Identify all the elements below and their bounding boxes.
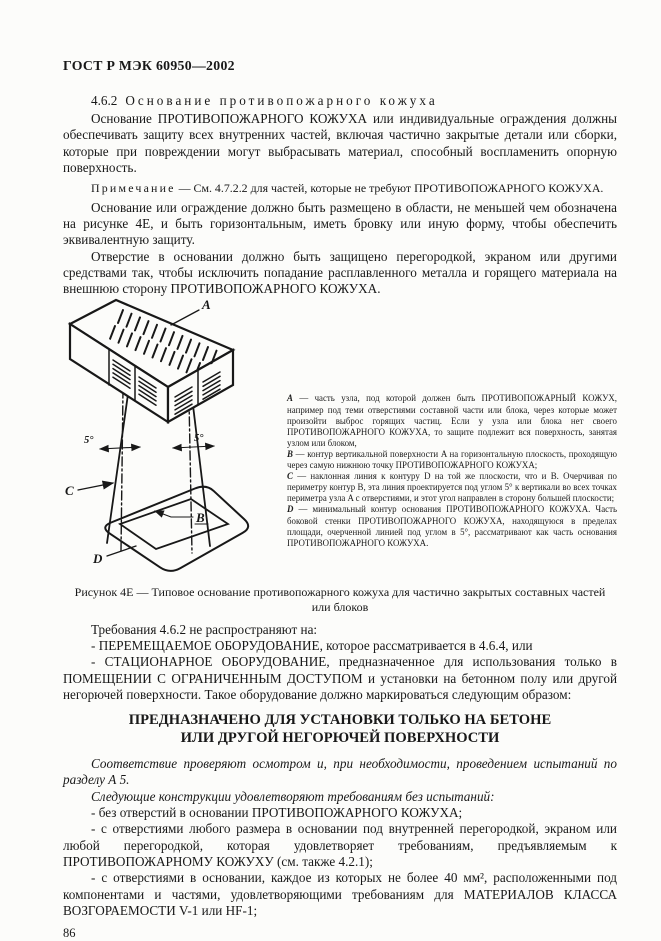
legend-letter-c: C bbox=[287, 471, 293, 482]
figure-label-b: B bbox=[196, 510, 205, 526]
legend-letter-a: A bbox=[287, 393, 293, 404]
figure-legend bbox=[287, 393, 617, 582]
angle-label-left: 5° bbox=[84, 435, 94, 447]
angle-label-right: 5° bbox=[194, 433, 204, 445]
section-title: Основание противопожарного кожуха bbox=[125, 93, 438, 108]
legend-letter-d: D bbox=[287, 504, 294, 515]
legend-text-a: — часть узла, под которой должен быть ПРОТИВОПОЖАРНЫЙ КОЖУХ, например под теми отверстиями составной части или блока, через которые может произойти выброс горящих частиц. Если у узла или блока нет своего ПРОТИВОПОЖАРНОГО КОЖУХА, то защите подлежит вся поверхность, занятая узлом или блоком, bbox=[287, 393, 618, 448]
compliance-intro: Следующие конструкции удовлетворяют требованиям без испытаний: bbox=[91, 788, 495, 804]
requirements-intro: Требования 4.6.2 не распространяют на: bbox=[91, 621, 318, 637]
legend-text-c: — наклонная линия к контуру D на той же плоскости, что и B. Очерчивая по периметру контур B, эта линия проектируется под углом 5° к вертикали во всех точках периметра узла A с отверстиями, и этот угол направлен в сторону большей плоскости; bbox=[287, 471, 617, 504]
document-header: ГОСТ Р МЭК 60950—2002 bbox=[63, 58, 235, 73]
projection-line-right-vertical bbox=[189, 400, 192, 553]
note-paragraph bbox=[63, 181, 617, 196]
legend-item-d bbox=[287, 504, 617, 548]
contour-b-outline bbox=[120, 499, 228, 549]
leader-c bbox=[78, 483, 113, 490]
paragraph-opening-protection: Отверстие в основании должно быть защищено перегородкой, экраном или другими средствами так, чтобы исключить попадание расплавленного металла и горящего материала на внешнюю сторону ПРОТИВОПОЖАРНОГО КОЖУХА. bbox=[63, 248, 617, 297]
section-heading bbox=[63, 93, 617, 109]
requirements-item-stationary: - СТАЦИОНАРНОЕ ОБОРУДОВАНИЕ, предназначенное для использования только в ПОМЕЩЕНИИ С ОГРАНИЧЕННЫМ ДОСТУПОМ и установки на бетонном полу или другой негорючей поверхности. Такое оборудование должно маркироваться следующим образом: bbox=[63, 654, 617, 702]
note-text: — См. 4.7.2.2 для частей, которые не требуют ПРОТИВОПОЖАРНОГО КОЖУХА. bbox=[178, 181, 604, 196]
legend-item-a bbox=[287, 393, 617, 448]
paragraph-area-placement: Основание или ограждение должно быть размещено в области, не меньшей чем обозначена на рисунке 4Е, и быть горизонтальным, иметь бровку или иную форму, чтобы обеспечить эквивалентную защиту. bbox=[63, 199, 617, 248]
compliance-check: Соответствие проверяют осмотром и, при необходимости, проведением испытаний по разделу А 5. bbox=[63, 756, 617, 788]
compliance-item-no-openings: - без отверстий в основании ПРОТИВОПОЖАРНОГО КОЖУХА; bbox=[91, 805, 463, 821]
legend-text-d: — минимальный контур основания ПРОТИВОПОЖАРНОГО КОЖУХА. Часть боковой стенки ПРОТИВОПОЖАРНОГО КОЖУХА, находящуюся в пределах площади, очерченной линией под углом в 5°, рассматривают как часть основания ПРОТИВОПОЖАРНОГО КОЖУХА. bbox=[287, 504, 617, 548]
paragraph-base-requirement: Основание ПРОТИВОПОЖАРНОГО КОЖУХА или индивидуальные ограждения должны обеспечивать защиту всех внутренних частей, включая частично закрытые детали или сборки, которые при повреждении могут выбрасывать материал, способный воспламенить опорную поверхность. bbox=[63, 111, 617, 175]
legend-item-c bbox=[287, 471, 617, 504]
angle-dimension-right bbox=[173, 446, 214, 448]
figure-label-d: D bbox=[93, 551, 103, 567]
compliance-item-40mm: - с отверстиями в основании, каждое из которых не более 40 мм², расположенными под компонентами и частями, удовлетворяющими требованиям для МАТЕРИАЛОВ КЛАССА ВОЗГОРАЕМОСТИ V-1 или HF-1; bbox=[63, 870, 617, 918]
figure-4e bbox=[63, 297, 617, 582]
figure-label-a: A bbox=[202, 297, 211, 313]
legend-text-b: — контур вертикальной поверхности A на горизонтальную плоскость, проходящую через самую нижнюю точку ПРОТИВОПОЖАРНОГО КОЖУХА; bbox=[287, 448, 617, 471]
enclosure-box bbox=[70, 300, 233, 422]
figure-caption: Рисунок 4Е — Типовое основание противопожарного кожуха для частично закрытых составных частей или блоков bbox=[74, 585, 606, 615]
requirements-item-movable: - ПЕРЕМЕЩАЕМОЕ ОБОРУДОВАНИЕ, которое рассматривается в 4.6.4, или bbox=[91, 637, 533, 653]
leader-b bbox=[155, 511, 193, 517]
leader-a bbox=[171, 310, 199, 325]
marking-line-2: ИЛИ ДРУГОЙ НЕГОРЮЧЕЙ ПОВЕРХНОСТИ bbox=[180, 729, 500, 746]
legend-letter-b: B bbox=[287, 448, 293, 459]
figure-4e-diagram bbox=[63, 297, 275, 582]
page-number: 86 bbox=[63, 926, 76, 941]
marking-line-1: ПРЕДНАЗНАЧЕНО ДЛЯ УСТАНОВКИ ТОЛЬКО НА БЕТОНЕ bbox=[128, 712, 552, 729]
compliance-item-any-size: - с отверстиями любого размера в основании под внутренней перегородкой, экраном или любой перегородкой, которая удовлетворяет требованиям, предъявляемым к ПРОТИВОПОЖАРНОМУ КОЖУХУ (см. также 4.2.1); bbox=[63, 821, 617, 869]
note-label: Примечание bbox=[91, 181, 176, 196]
figure-label-c: C bbox=[65, 483, 74, 499]
legend-item-b bbox=[287, 449, 617, 471]
section-number: 4.6.2 bbox=[91, 93, 118, 108]
marking-statement bbox=[63, 712, 617, 747]
